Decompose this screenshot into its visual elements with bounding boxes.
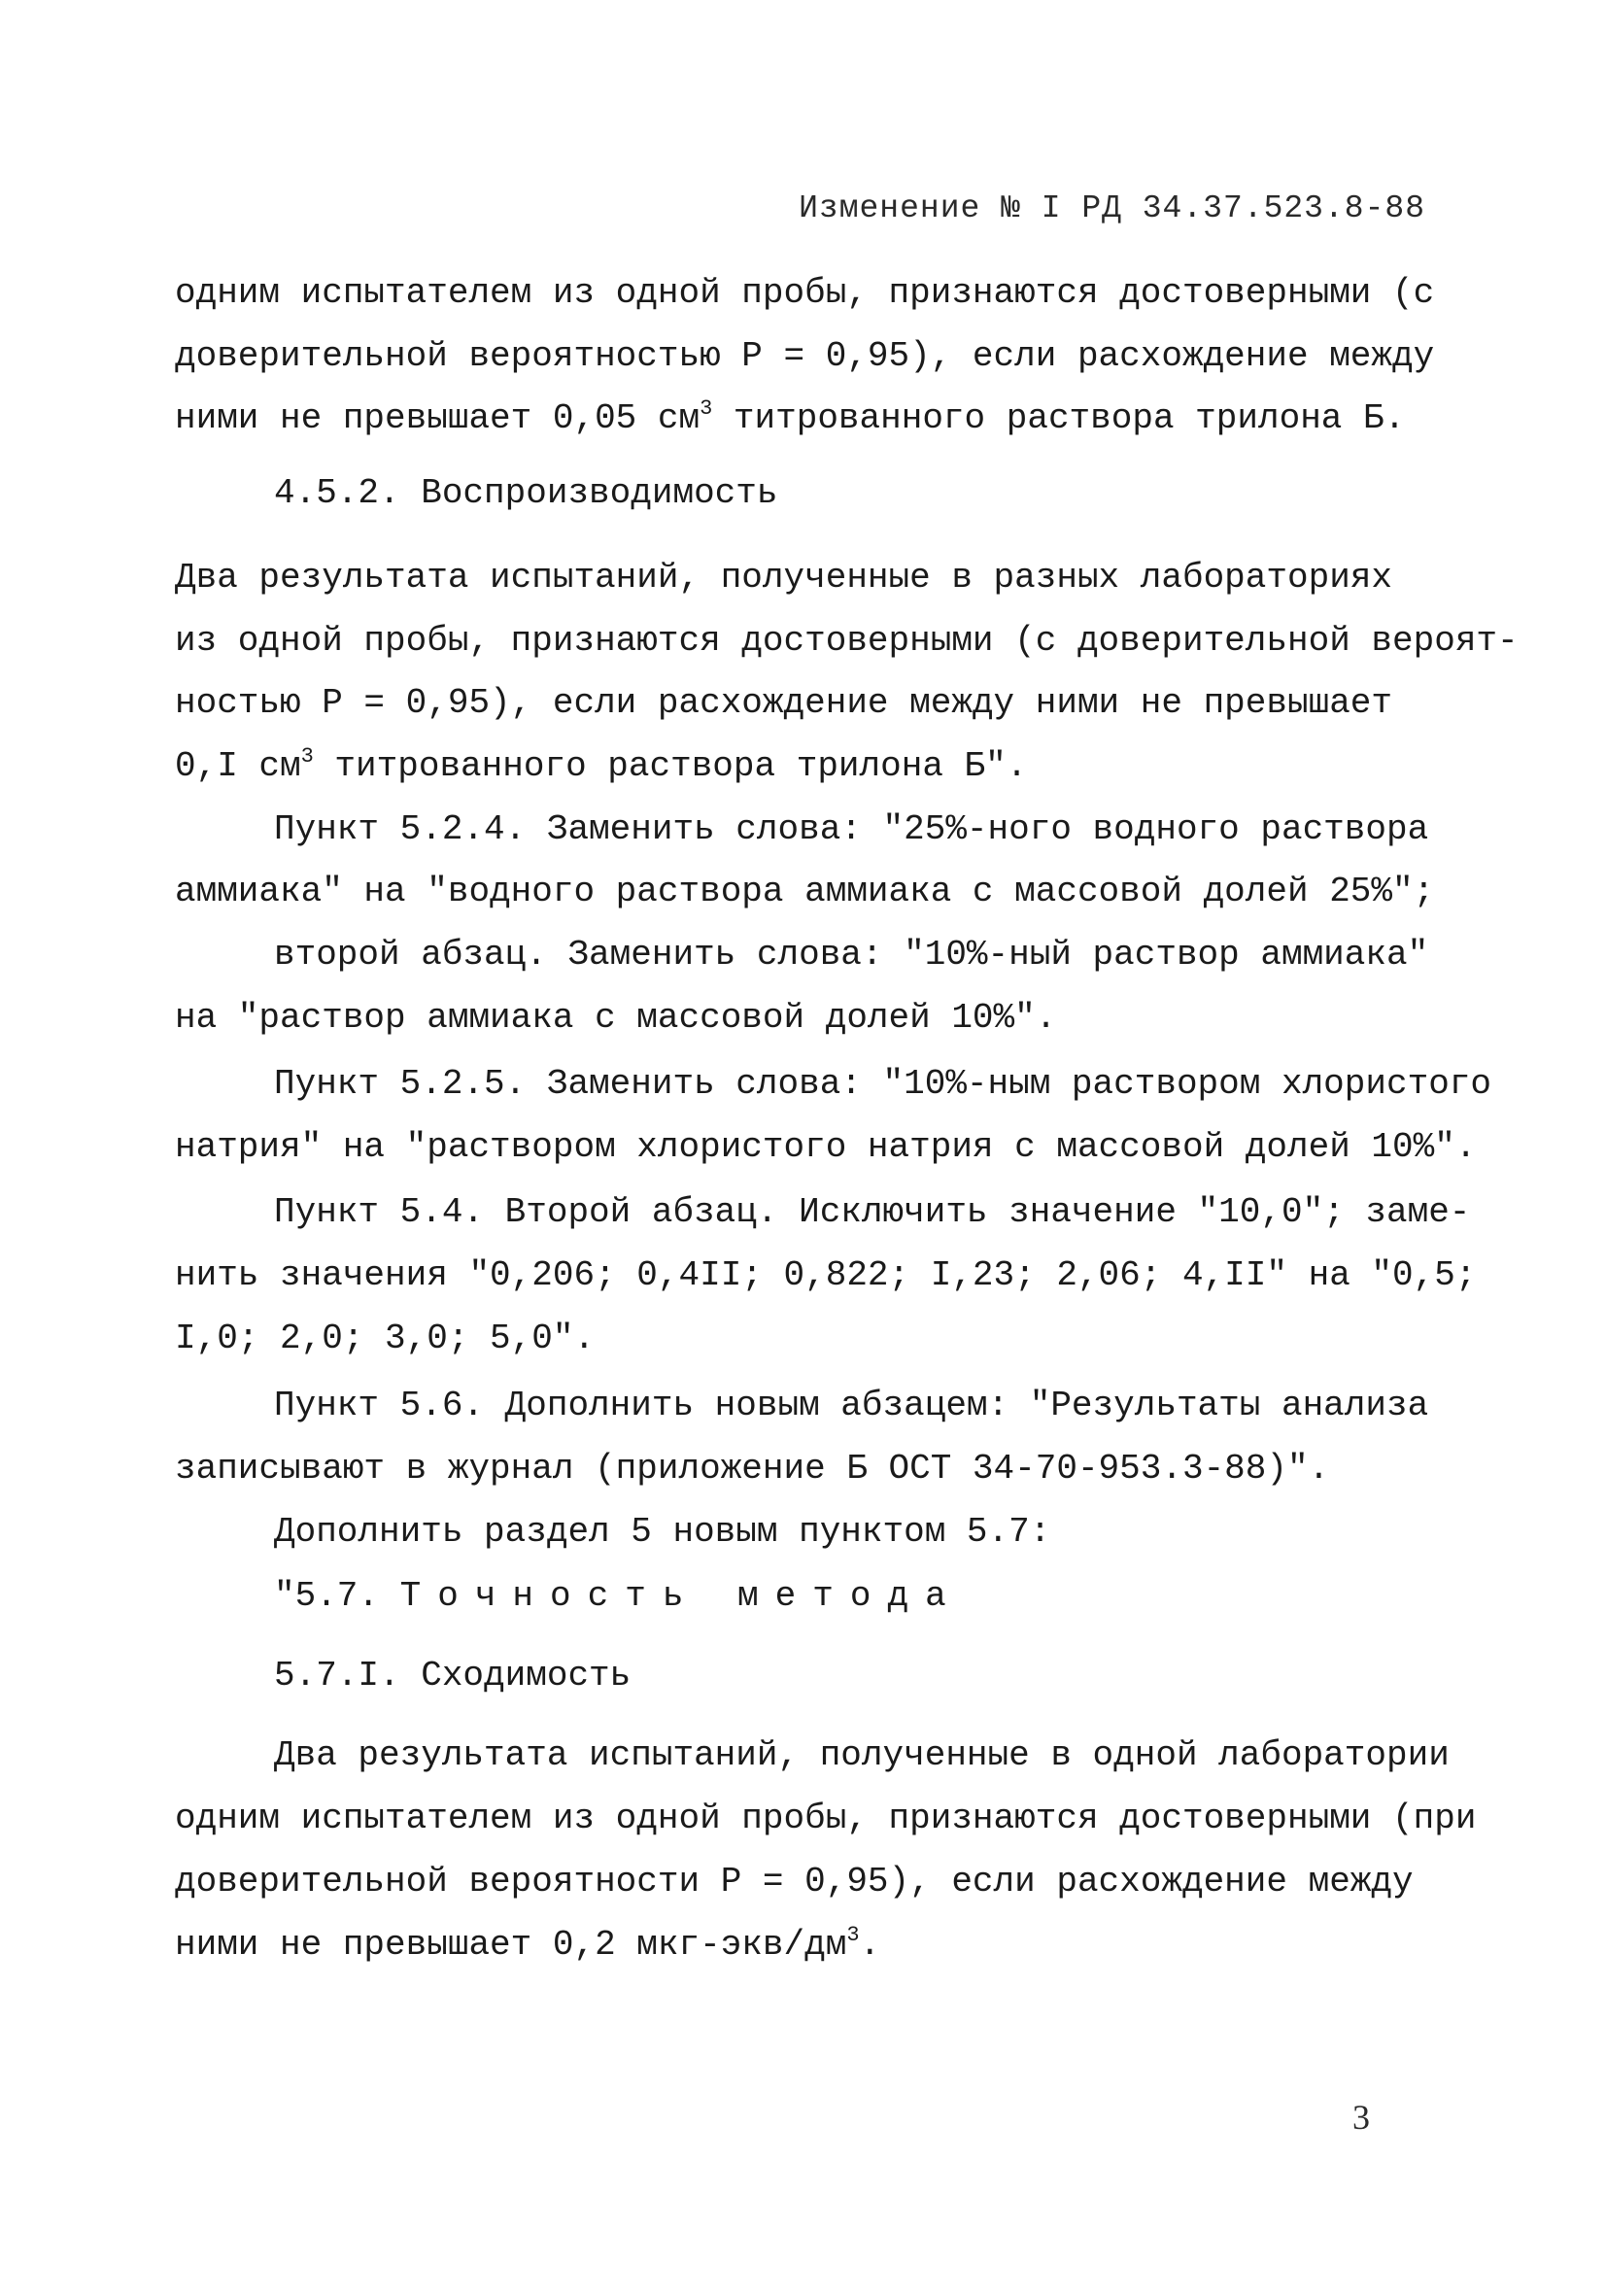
text-line: Дополнить раздел 5 новым пунктом 5.7: — [274, 1512, 1051, 1552]
text-line: одним испытателем из одной пробы, признаются достоверными (при — [175, 1799, 1477, 1838]
section-heading: 4.5.2. Воспроизводимость — [274, 473, 778, 513]
text-line: второй абзац. Заменить слова: "10%-ный раствор аммиака" — [274, 935, 1429, 975]
section-heading: 5.7.I. Сходимость — [274, 1656, 632, 1696]
text-line: аммиака" на "водного раствора аммиака с массовой долей 25%"; — [175, 872, 1435, 911]
superscript: 3 — [300, 744, 314, 769]
text-line: Пункт 5.2.5. Заменить слова: "10%-ным раствором хлористого — [274, 1064, 1492, 1104]
text-line: из одной пробы, признаются достоверными (с доверительной вероят- — [175, 621, 1519, 661]
text-line: ними не превышает 0,2 мкг-$экв/дм^3$. — [175, 1923, 881, 1965]
text-line: нить значения "0,206; 0,4II; 0,822; I,23; 2,06; 4,II" на "0,5; — [175, 1255, 1477, 1295]
text-line: Два результата испытаний, полученные в разных лабораториях — [175, 558, 1393, 598]
superscript: 3 — [700, 396, 713, 421]
section-heading: "5.7. Точность метода — [274, 1576, 963, 1616]
text-line: Пункт 5.6. Дополнить новым абзацем: "Результаты анализа — [274, 1386, 1429, 1425]
text-line: доверительной вероятностью Р = 0,95), если расхождение между — [175, 336, 1435, 376]
text-line: Два результата испытаний, полученные в одной лаборатории — [274, 1735, 1450, 1775]
text-line: на "раствор аммиака с массовой долей 10%". — [175, 998, 1057, 1038]
page-number: 3 — [1352, 2098, 1370, 2137]
text-line: записывают в журнал (приложение Б ОСТ 34-70-953.3-88)". — [175, 1449, 1330, 1489]
text-line: 0,I $см^3$ титрованного раствора трилона Б". — [175, 744, 1028, 786]
text-line: ними не превышает 0,05 $см^3$ титрованного раствора трилона Б. — [175, 396, 1406, 438]
text-line: доверительной вероятности Р = 0,95), если расхождение между — [175, 1862, 1414, 1902]
text-line: Пункт 5.2.4. Заменить слова: "25%-ного водного раствора — [274, 809, 1429, 849]
text-line: одним испытателем из одной пробы, признаются достоверными (с — [175, 273, 1435, 313]
text-line: натрия" на "раствором хлористого натрия с массовой долей 10%". — [175, 1127, 1477, 1167]
page-header: Изменение № I РД 34.37.523.8-88 — [799, 190, 1425, 226]
superscript: 3 — [846, 1923, 860, 1947]
text-line: ностью Р = 0,95), если расхождение между ними не превышает — [175, 683, 1393, 723]
text-line: I,0; 2,0; 3,0; 5,0". — [175, 1319, 596, 1358]
text-line: Пункт 5.4. Второй абзац. Исключить значение "10,0"; заме- — [274, 1192, 1471, 1232]
